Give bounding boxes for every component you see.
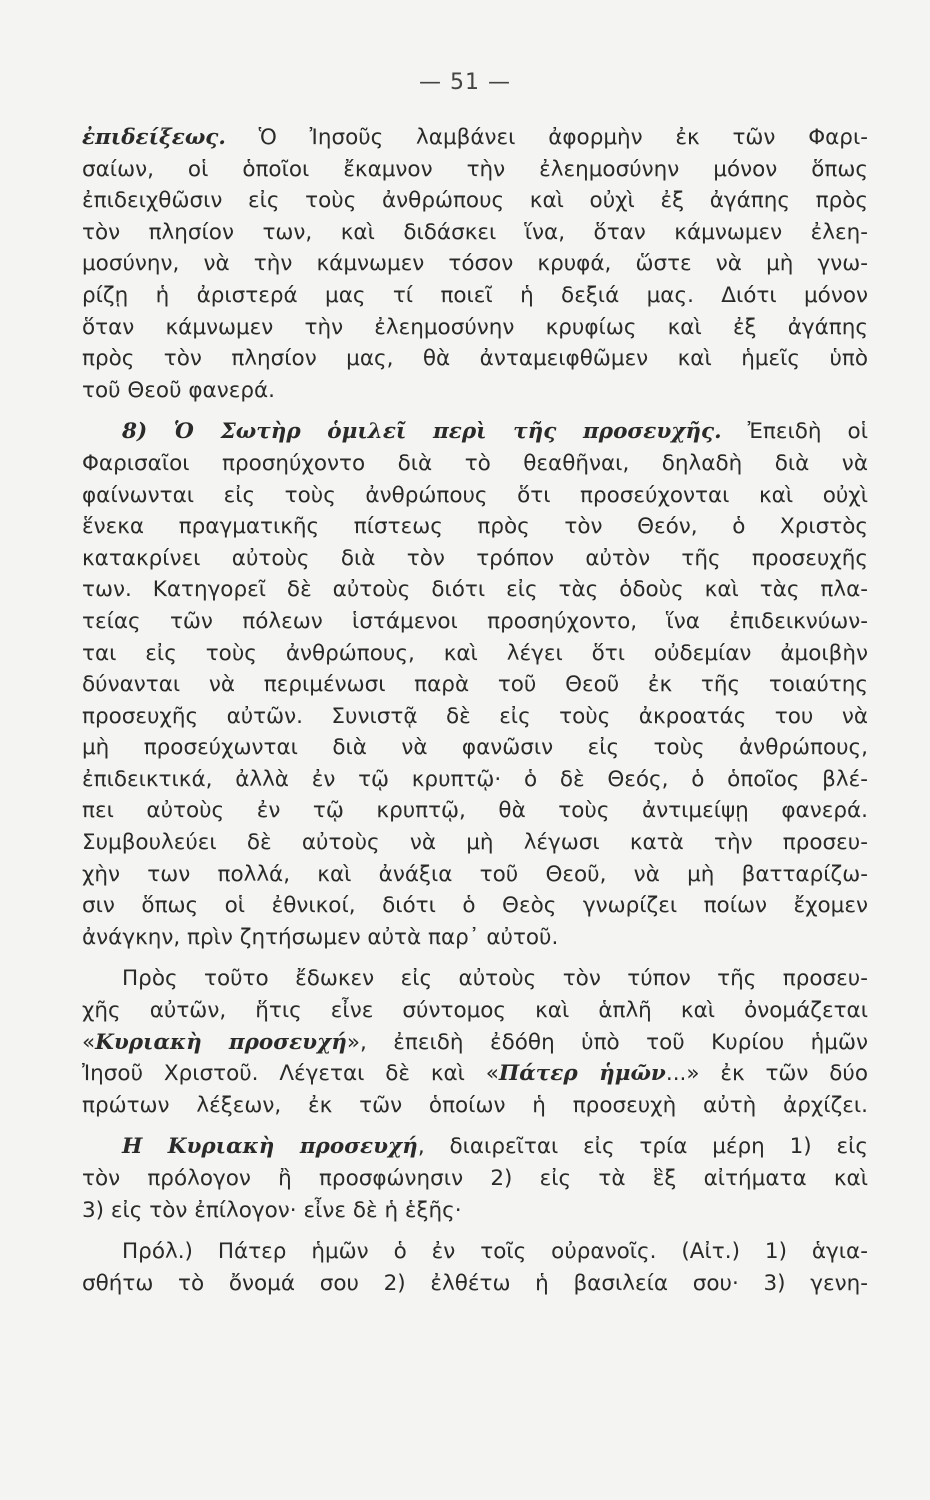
text-line: ἀνάγκην, πρὶν ζητήσωμεν αὐτὰ παρ᾽ αὐτοῦ. bbox=[82, 924, 559, 950]
text-line: τὸν πλησίον των, καὶ διδάσκει ἵνα, ὅταν κάμνωμεν ἐλεη- bbox=[82, 219, 868, 245]
text-line: τοῦ Θεοῦ φανερά. bbox=[82, 377, 275, 403]
text-line: ται εἰς τοὺς ἀνθρώπους, καὶ λέγει ὅτι οὐδεμίαν ἀμοιβὴν bbox=[82, 640, 868, 666]
section-heading-line: 8) Ὁ Σωτὴρ ὁμιλεῖ περὶ τῆς προσευχῆς. Ἐπειδὴ οἱ bbox=[122, 419, 868, 445]
paragraph-gap bbox=[82, 1226, 868, 1236]
text-line: ἐπιδεικτικά, ἀλλὰ ἐν τῷ κρυπτῷ· ὁ δὲ Θεός, ὁ ὁποῖος βλέ- bbox=[82, 766, 868, 792]
text-line: μοσύνην, νὰ τὴν κάμνωμεν τόσον κρυφά, ὥστε νὰ μὴ γνω- bbox=[82, 251, 868, 277]
italic-term: Η Κυριακὴ προσευχή bbox=[122, 1134, 418, 1160]
italic-term: Πάτερ ἡμῶν bbox=[498, 1061, 666, 1087]
paragraph-gap bbox=[82, 406, 868, 416]
text-line: τείας τῶν πόλεων ἱστάμενοι προσηύχοντο, ἵνα ἐπιδεικνύων- bbox=[82, 608, 868, 634]
text-line: Συμβουλεύει δὲ αὐτοὺς νὰ μὴ λέγωσι κατὰ τὴν προσευ- bbox=[82, 830, 868, 856]
text-line: ὅταν κάμνωμεν τὴν ἐλεημοσύνην κρυφίως καὶ ἐξ ἀγάπης bbox=[82, 314, 868, 340]
text-line: πρώτων λέξεων, ἐκ τῶν ὁποίων ἡ προσευχὴ αὐτὴ ἀρχίζει. bbox=[82, 1092, 868, 1118]
italic-term: ἐπιδείξεως. bbox=[82, 125, 226, 150]
page-number: — 51 — bbox=[419, 70, 511, 95]
text-line: Πρόλ.) Πάτερ ἡμῶν ὁ ἐν τοῖς οὐρανοῖς. (Αἰτ.) 1) ἁγια- bbox=[122, 1239, 868, 1265]
text-line: 3) εἰς τὸν ἐπίλογον· εἶνε δὲ ἡ ἑξῆς· bbox=[82, 1197, 462, 1223]
text-line: των. Κατηγορεῖ δὲ αὐτοὺς διότι εἰς τὰς ὁδοὺς καὶ τὰς πλα- bbox=[82, 577, 868, 603]
text-line: σαίων, οἱ ὁποῖοι ἔκαμνον τὴν ἐλεημοσύνην μόνον ὅπως bbox=[82, 156, 868, 182]
text-line: ἐπιδειχθῶσιν εἰς τοὺς ἀνθρώπους καὶ οὐχὶ ἐξ ἀγάπης πρὸς bbox=[82, 188, 868, 214]
text-line: Πρὸς τοῦτο ἔδωκεν εἰς αὐτοὺς τὸν τύπον τῆς προσευ- bbox=[122, 966, 868, 992]
text-line: πρὸς τὸν πλησίον μας, θὰ ἀνταμειφθῶμεν καὶ ἡμεῖς ὑπὸ bbox=[82, 346, 868, 372]
text-line: σθήτω τὸ ὄνομά σου 2) ἐλθέτω ἡ βασιλεία σου· 3) γενη- bbox=[82, 1270, 868, 1296]
text-line: «Κυριακὴ προσευχή», ἐπειδὴ ἐδόθη ὑπὸ τοῦ Κυρίου ἡμῶν bbox=[82, 1029, 868, 1055]
text-line: κατακρίνει αὐτοὺς διὰ τὸν τρόπον αὐτὸν τῆς προσευχῆς bbox=[82, 545, 868, 571]
text-line: Φαρισαῖοι προσηύχοντο διὰ τὸ θεαθῆναι, δηλαδὴ διὰ νὰ bbox=[82, 450, 868, 476]
paragraph-gap bbox=[82, 953, 868, 963]
page-body-text bbox=[82, 122, 868, 1299]
text-line: μὴ προσεύχωνται διὰ νὰ φανῶσιν εἰς τοὺς ἀνθρώπους, bbox=[82, 735, 868, 761]
text-line: χὴν των πολλά, καὶ ἀνάξια τοῦ Θεοῦ, νὰ μὴ βατταρίζω- bbox=[82, 861, 868, 887]
text-line: Η Κυριακὴ προσευχή, διαιρεῖται εἰς τρία μέρη 1) εἰς bbox=[122, 1134, 868, 1160]
section-heading: 8) Ὁ Σωτὴρ ὁμιλεῖ περὶ τῆς προσευχῆς. bbox=[122, 419, 722, 445]
text-line: πει αὐτοὺς ἐν τῷ κρυπτῷ, θὰ τοὺς ἀντιμείψῃ φανερά. bbox=[82, 798, 868, 824]
text-line: ἐπιδείξεως. Ὁ Ἰησοῦς λαμβάνει ἀφορμὴν ἐκ τῶν Φαρι- bbox=[82, 125, 868, 150]
text-line: τὸν πρόλογον ἢ προσφώνησιν 2) εἰς τὰ ἓξ αἰτήματα καὶ bbox=[82, 1166, 868, 1191]
text-line: ἕνεκα πραγματικῆς πίστεως πρὸς τὸν Θεόν, ὁ Χριστὸς bbox=[82, 514, 868, 540]
text-line: φαίνωνται εἰς τοὺς ἀνθρώπους ὅτι προσεύχονται καὶ οὐχὶ bbox=[82, 482, 868, 508]
text-line: Ἰησοῦ Χριστοῦ. Λέγεται δὲ καὶ «Πάτερ ἡμῶν...» ἐκ τῶν δύο bbox=[82, 1061, 868, 1087]
text-line: ρίζῃ ἡ ἀριστερά μας τί ποιεῖ ἡ δεξιά μας. Διότι μόνον bbox=[82, 282, 868, 308]
text-line: προσευχῆς αὐτῶν. Συνιστᾷ δὲ εἰς τοὺς ἀκροατάς του νὰ bbox=[82, 703, 868, 729]
paragraph-gap bbox=[82, 1121, 868, 1131]
text-line: σιν ὅπως οἱ ἐθνικοί, διότι ὁ Θεὸς γνωρίζει ποίων ἔχομεν bbox=[82, 893, 868, 919]
text-line: δύνανται νὰ περιμένωσι παρὰ τοῦ Θεοῦ ἐκ τῆς τοιαύτης bbox=[82, 672, 868, 698]
text-line: χῆς αὐτῶν, ἥτις εἶνε σύντομος καὶ ἁπλῆ καὶ ὀνομάζεται bbox=[82, 998, 868, 1024]
italic-term: Κυριακὴ προσευχή bbox=[95, 1029, 347, 1055]
